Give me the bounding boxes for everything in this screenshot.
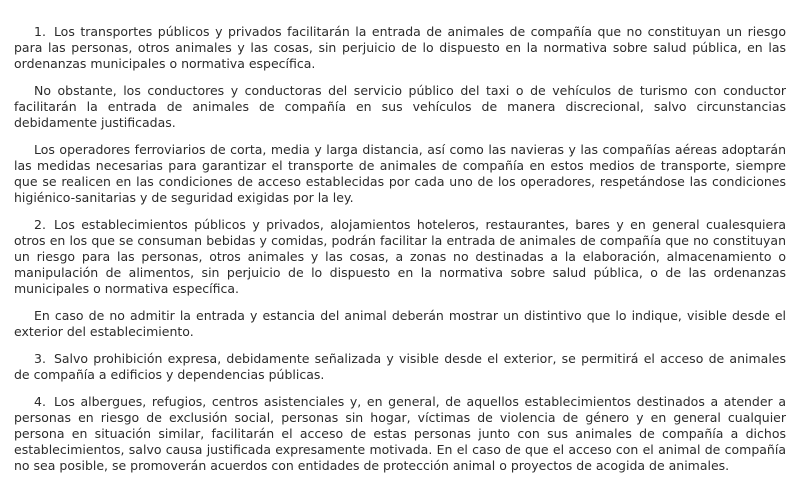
paragraph-clause-2-continuation <box>14 308 786 340</box>
clause-number: 4. <box>34 394 46 409</box>
paragraph-text: Los establecimientos públicos y privados, alojamientos hoteleros, restaurantes, bares y en general cualesquiera otros en los que se consuman bebidas y comidas, podrán facilitar la entrada de animales de compañía que no constituyan un riesgo para las personas, otros animales y las cosas, a zonas no destinadas a la elaboración, almacenamiento o manipulación de alimentos, sin perjuicio de lo dispuesto en la normativa sobre salud pública, o de las ordenanzas municipales o normativa específica. <box>14 217 786 296</box>
clause-number: 1. <box>34 24 46 39</box>
paragraph-clause-1-continuation-b <box>14 142 786 206</box>
paragraph-clause-2 <box>14 217 786 297</box>
paragraph-text: En caso de no admitir la entrada y estancia del animal deberán mostrar un distintivo que lo indique, visible desde el exterior del establecimiento. <box>14 308 786 339</box>
paragraph-text: No obstante, los conductores y conductoras del servicio público del taxi o de vehículos de turismo con conductor facilitarán la entrada de animales de compañía en sus vehículos de manera discrecional, salvo circunstancias debidamente justificadas. <box>14 83 786 130</box>
paragraph-clause-3 <box>14 351 786 383</box>
paragraph-clause-1-continuation-a <box>14 83 786 131</box>
clause-number: 2. <box>34 217 46 232</box>
paragraph-clause-1 <box>14 24 786 72</box>
paragraph-clause-4 <box>14 394 786 474</box>
paragraph-text: Los albergues, refugios, centros asistenciales y, en general, de aquellos establecimientos destinados a atender a personas en riesgo de exclusión social, personas sin hogar, víctimas de violencia de género y en general cualquier persona en situación similar, facilitarán el acceso de estas personas junto con sus animales de compañía a dichos establecimientos, salvo causa justificada expresamente motivada. En el caso de que el acceso con el animal de compañía no sea posible, se promoverán acuerdos con entidades de protección animal o proyectos de acogida de animales. <box>14 394 786 473</box>
paragraph-text: Los transportes públicos y privados facilitarán la entrada de animales de compañía que no constituyan un riesgo para las personas, otros animales y las cosas, sin perjuicio de lo dispuesto en la normativa sobre salud pública, en las ordenanzas municipales o normativa específica. <box>14 24 786 71</box>
paragraph-text: Salvo prohibición expresa, debidamente señalizada y visible desde el exterior, se permitirá el acceso de animales de compañía a edificios y dependencias públicas. <box>14 351 786 382</box>
paragraph-text: Los operadores ferroviarios de corta, media y larga distancia, así como las navieras y las compañías aéreas adoptarán las medidas necesarias para garantizar el transporte de animales de compañía en estos medios de transporte, siempre que se realicen en las condiciones de acceso establecidas por cada uno de los operadores, respetándose las condiciones higiénico-sanitarias y de seguridad exigidas por la ley. <box>14 142 786 205</box>
clause-number: 3. <box>34 351 46 366</box>
